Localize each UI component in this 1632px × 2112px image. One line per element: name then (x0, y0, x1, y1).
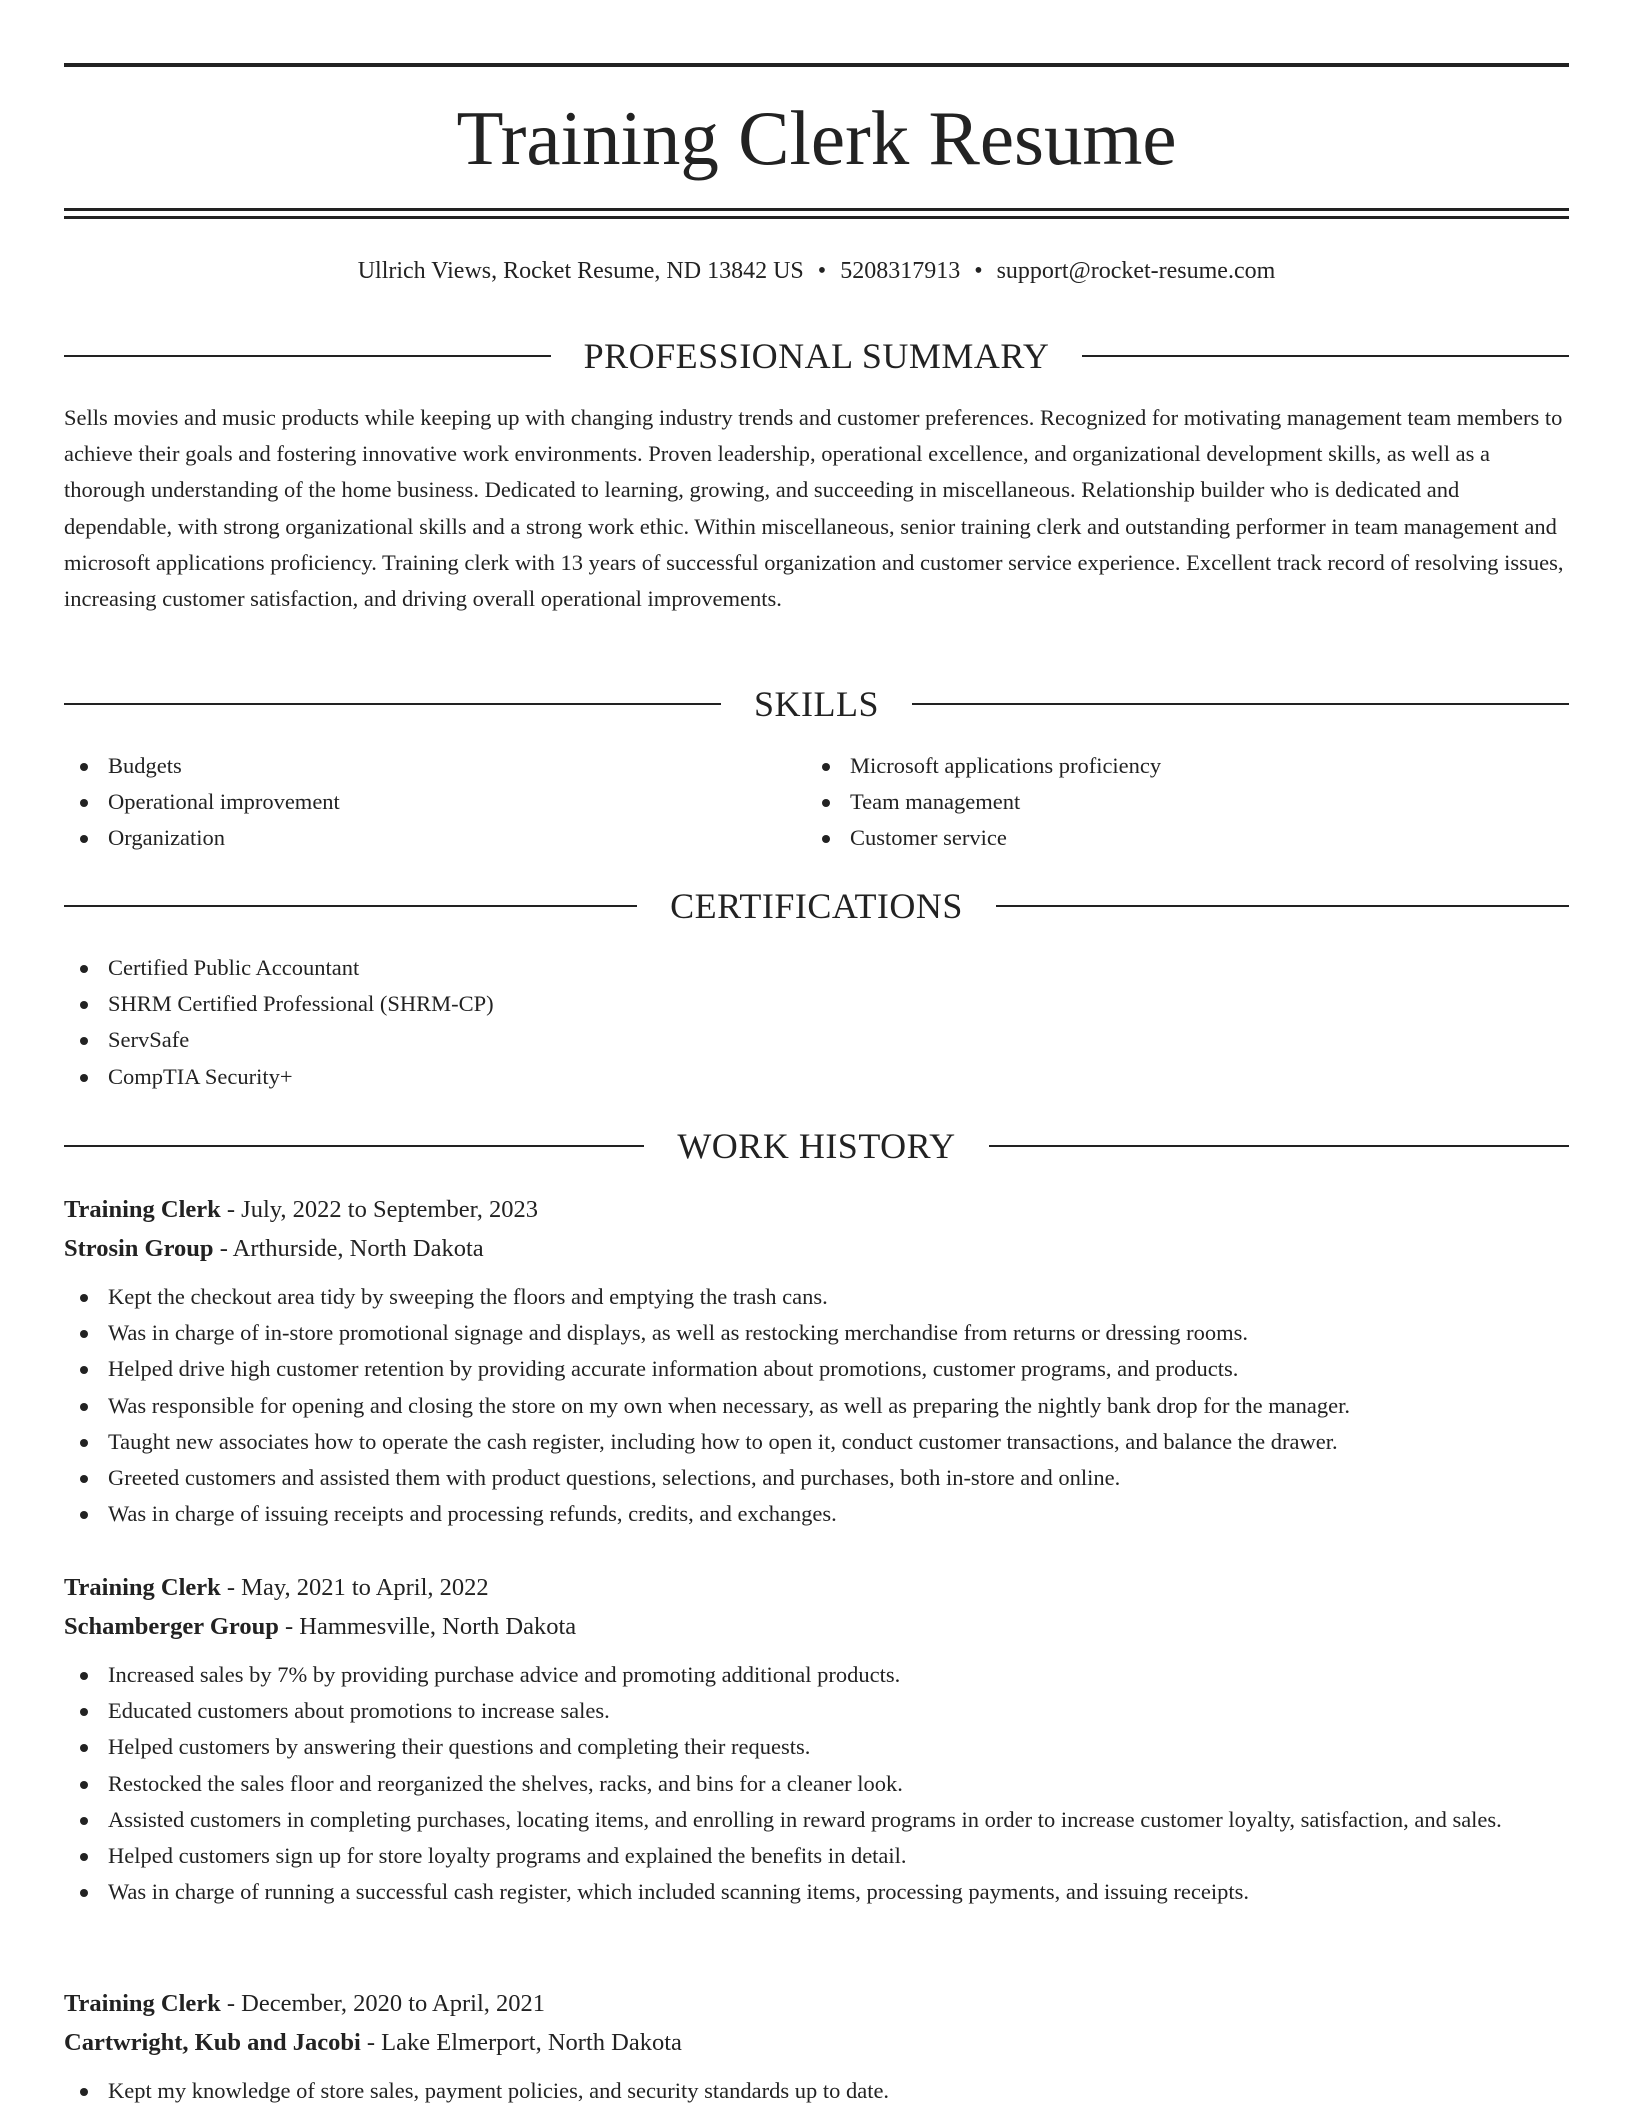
skills-list-left (64, 748, 804, 857)
job-title: Training Clerk (64, 1574, 221, 1601)
heading-rule (989, 1145, 1569, 1147)
job-company-line (64, 2023, 1569, 2062)
job-title-line (64, 1568, 1569, 1607)
job-dates: - July, 2022 to September, 2023 (220, 1196, 539, 1223)
heading-rule (64, 355, 551, 357)
skill-item: Microsoft applications proficiency (806, 748, 1566, 784)
job-company: Cartwright, Kub and Jacobi (64, 2029, 361, 2056)
section-title: CERTIFICATIONS (670, 886, 963, 926)
certification-item: Certified Public Accountant (64, 950, 1569, 986)
skill-item: Customer service (806, 820, 1566, 856)
job-duty: Assisted customers in completing purchases, locating items, and enrolling in reward programs in order to increase customer loyalty, satisfaction, and sales. (64, 1802, 1569, 1838)
job-duty: Greeted customers and assisted them with product questions, selections, and purchases, both in-store and online. (64, 1460, 1569, 1496)
job-duty: Helped customers sign up for store loyalty programs and explained the benefits in detail. (64, 1838, 1569, 1874)
contact-separator: • (817, 258, 827, 284)
job-duty: Educated customers about promotions to increase sales. (64, 1693, 1569, 1729)
contact-address: Ullrich Views, Rocket Resume, ND 13842 US (357, 258, 804, 284)
job-entry (64, 1568, 1569, 1910)
page-title: Training Clerk Resume (456, 95, 1177, 181)
job-duty: Taught new associates how to operate the cash register, including how to open it, conduct customer transactions, and balance the drawer. (64, 1424, 1569, 1460)
section-heading-certifications (64, 884, 1569, 928)
section-heading-work-history (64, 1124, 1569, 1168)
heading-rule (64, 1145, 644, 1147)
job-title-line (64, 1190, 1569, 1229)
skills-list-right (806, 748, 1566, 857)
job-duty: Helped customers by answering their questions and completing their requests. (64, 1729, 1569, 1765)
job-title-line (64, 1984, 1569, 2023)
section-title: WORK HISTORY (677, 1126, 956, 1166)
title-top-rule (64, 63, 1569, 67)
job-duty: Kept my knowledge of store sales, payment policies, and security standards up to date. (64, 2073, 1569, 2109)
certification-item: CompTIA Security+ (64, 1059, 1569, 1095)
job-duty: Was in charge of in-store promotional signage and displays, as well as restocking merchandise from returns or dressing rooms. (64, 1315, 1569, 1351)
certification-item: SHRM Certified Professional (SHRM-CP) (64, 986, 1569, 1022)
job-title: Training Clerk (64, 1990, 221, 2017)
job-duty: Helped drive high customer retention by providing accurate information about promotions, customer programs, and products. (64, 1351, 1569, 1387)
heading-rule (1082, 355, 1569, 357)
certification-item: ServSafe (64, 1022, 1569, 1058)
section-heading-summary (64, 334, 1569, 378)
job-duty: Increased sales by 7% by providing purchase advice and promoting additional products. (64, 1657, 1569, 1693)
job-duties-list (64, 1657, 1569, 1910)
contact-line (64, 254, 1569, 288)
job-company: Schamberger Group (64, 1613, 279, 1640)
skill-item: Team management (806, 784, 1566, 820)
section-heading-skills (64, 682, 1569, 726)
job-location: - Lake Elmerport, North Dakota (360, 2029, 682, 2056)
contact-phone: 5208317913 (840, 258, 961, 284)
section-title: PROFESSIONAL SUMMARY (583, 336, 1050, 376)
job-duties-list (64, 1279, 1569, 1532)
skill-item: Budgets (64, 748, 804, 784)
job-duty: Was in charge of issuing receipts and processing refunds, credits, and exchanges. (64, 1496, 1569, 1532)
job-duty: Kept the checkout area tidy by sweeping the floors and emptying the trash cans. (64, 1279, 1569, 1315)
job-duty: Restocked the sales floor and reorganized the shelves, racks, and bins for a cleaner look. (64, 1766, 1569, 1802)
contact-separator: • (974, 258, 983, 284)
job-location: - Hammesville, North Dakota (278, 1613, 577, 1640)
section-title: SKILLS (754, 684, 880, 724)
heading-rule (912, 703, 1569, 705)
skill-item: Operational improvement (64, 784, 804, 820)
job-dates: - December, 2020 to April, 2021 (220, 1990, 546, 2017)
job-title: Training Clerk (64, 1196, 221, 1223)
certifications-list (64, 950, 1569, 1095)
title-bottom-rule (64, 208, 1569, 211)
professional-summary: Sells movies and music products while keeping up with changing industry trends and customer preferences. Recognized for motivating management team members to achieve their goals and fostering innovative work environments. Proven leadership, operational excellence, and organizational development skills, as well as a thorough understanding of the home business. Dedicated to learning, growing, and succeeding in miscellaneous. Relationship builder who is dedicated and dependable, with strong organizational skills and a strong work ethic. Within miscellaneous, senior training clerk and outstanding performer in team management and microsoft applications proficiency. Training clerk with 13 years of successful organization and customer service experience. Excellent track record of resolving issues, increasing customer satisfaction, and driving overall operational improvements. (64, 405, 1564, 612)
job-company-line (64, 1607, 1569, 1646)
job-company-line (64, 1229, 1569, 1268)
job-company: Strosin Group (64, 1235, 214, 1262)
job-dates: - May, 2021 to April, 2022 (220, 1574, 489, 1601)
heading-rule (996, 905, 1569, 907)
heading-rule (64, 905, 637, 907)
title-bottom-rule-inner (64, 216, 1569, 219)
contact-email: support@rocket-resume.com (996, 258, 1276, 284)
job-entry (64, 1984, 1569, 2109)
job-duty: Was in charge of running a successful cash register, which included scanning items, processing payments, and issuing receipts. (64, 1874, 1569, 1910)
job-duties-list (64, 2073, 1569, 2109)
skill-item: Organization (64, 820, 804, 856)
heading-rule (64, 703, 721, 705)
job-duty: Was responsible for opening and closing the store on my own when necessary, as well as preparing the nightly bank drop for the manager. (64, 1388, 1569, 1424)
job-location: - Arthurside, North Dakota (213, 1235, 484, 1262)
job-entry (64, 1190, 1569, 1532)
